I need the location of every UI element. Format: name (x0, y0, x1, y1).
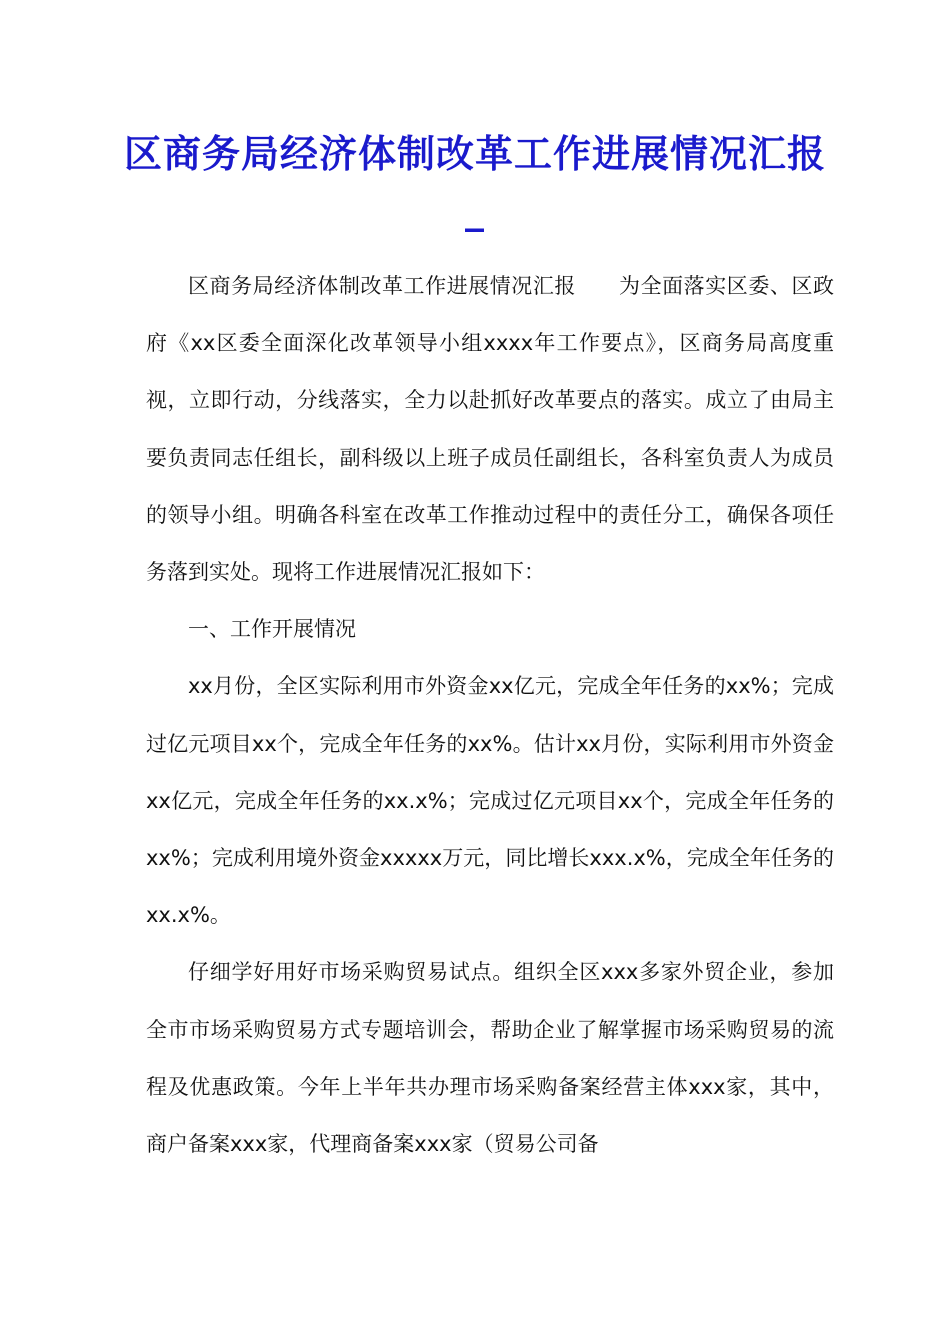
section-heading: 一、工作开展情况 (188, 617, 356, 642)
paragraph-statistics: xx月份，全区实际利用市外资金xx亿元，完成全年任务的xx%；完成过亿元项目xx个，完成全年任务的xx%。估计xx月份，实际利用市外资金xx亿元，完成全年任务的xx.x%；完成过亿元项目xx个，完成全年任务的xx%；完成利用境外资金xxxxx万元，同比增长xxx.x%，完成全年任务的xx.x%。 (146, 674, 834, 928)
paragraph-market-procurement: 仔细学好用好市场采购贸易试点。组织全区xxx多家外贸企业，参加全市市场采购贸易方式专题培训会，帮助企业了解掌握市场采购贸易的流程及优惠政策。今年上半年共办理市场采购备案经营主体xxx家，其中，商户备案xxx家，代理商备案xxx家（贸易公司备 (146, 960, 834, 1157)
document-title: 区商务局经济体制改革工作进展情况汇报_ (123, 131, 826, 232)
paragraph-intro: 区商务局经济体制改革工作进展情况汇报 为全面落实区委、区政府《xx区委全面深化改革领导小组xxxx年工作要点》，区商务局高度重视，立即行动，分线落实，全力以赴抓好改革要点的落实。成立了由局主要负责同志任组长，副科级以上班子成员任副组长，各科室负责人为成员的领导小组。明确各科室在改革工作推动过程中的责任分工，确保各项任务落到实处。现将工作进展情况汇报如下： (146, 274, 834, 585)
document-body (146, 258, 834, 1173)
